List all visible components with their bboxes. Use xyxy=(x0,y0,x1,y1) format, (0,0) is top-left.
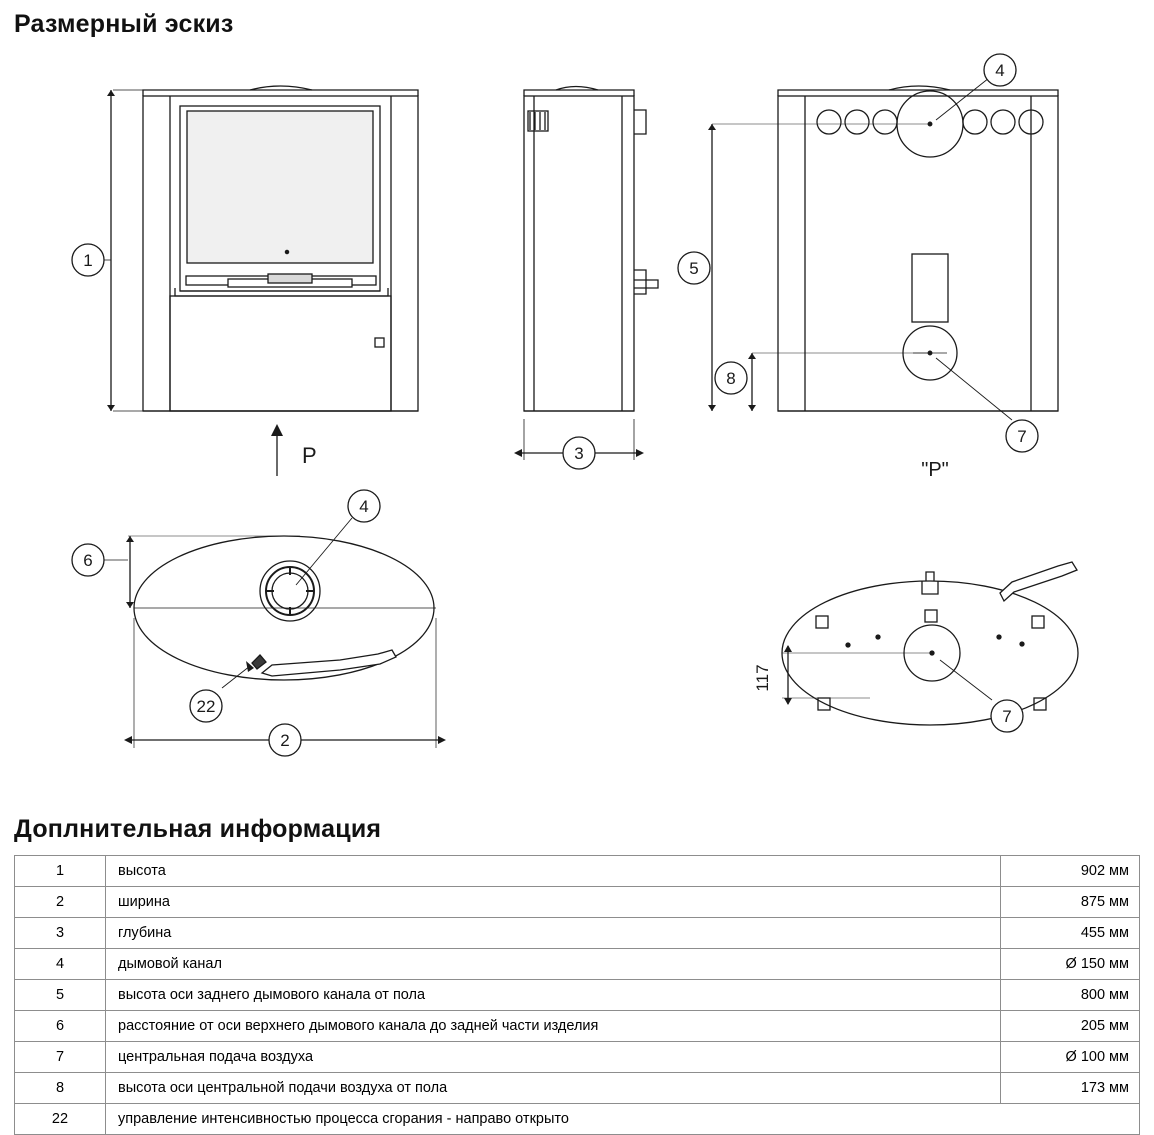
table-row xyxy=(15,1042,1140,1073)
row-number: 6 xyxy=(15,1011,106,1042)
row-value: 875 мм xyxy=(1001,887,1140,918)
row-value: 205 мм xyxy=(1001,1011,1140,1042)
callout-22-label: 22 xyxy=(196,697,216,716)
callout-1-label: 1 xyxy=(83,251,93,270)
side-view xyxy=(514,87,658,470)
row-description: управление интенсивностью процесса сгорания - направо открыто xyxy=(106,1104,1140,1135)
front-view xyxy=(72,86,418,476)
table-row xyxy=(15,949,1140,980)
table-row xyxy=(15,1104,1140,1135)
callout-4-back-label: 4 xyxy=(995,61,1005,80)
row-description: ширина xyxy=(106,887,1001,918)
table-row xyxy=(15,1011,1140,1042)
row-number: 1 xyxy=(15,856,106,887)
row-number: 5 xyxy=(15,980,106,1011)
row-number: 3 xyxy=(15,918,106,949)
callout-8-label: 8 xyxy=(726,369,736,388)
row-value: Ø 100 мм xyxy=(1001,1042,1140,1073)
row-value: 455 мм xyxy=(1001,918,1140,949)
callout-7-back-label: 7 xyxy=(1017,427,1027,446)
back-view xyxy=(678,54,1058,481)
row-number: 22 xyxy=(15,1104,106,1135)
table-row xyxy=(15,887,1140,918)
table-row xyxy=(15,856,1140,887)
row-description: глубина xyxy=(106,918,1001,949)
sketch-heading: Размерный эскиз xyxy=(14,10,234,38)
row-value: 800 мм xyxy=(1001,980,1140,1011)
callout-7-bottom-label: 7 xyxy=(1002,707,1012,726)
callout-3-label: 3 xyxy=(574,444,584,463)
row-number: 8 xyxy=(15,1073,106,1104)
row-description: расстояние от оси верхнего дымового канала до задней части изделия xyxy=(106,1011,1001,1042)
callout-5-label: 5 xyxy=(689,259,699,278)
row-number: 4 xyxy=(15,949,106,980)
table-row xyxy=(15,918,1140,949)
row-value: 902 мм xyxy=(1001,856,1140,887)
front-view-p-label: P xyxy=(302,443,317,468)
additional-info-table xyxy=(14,855,1140,1135)
table-row xyxy=(15,980,1140,1011)
callout-6-label: 6 xyxy=(83,551,93,570)
additional-info-heading: Доплнительная информация xyxy=(14,815,382,843)
table-row xyxy=(15,1073,1140,1104)
callout-2-label: 2 xyxy=(280,731,290,750)
row-description: дымовой канал xyxy=(106,949,1001,980)
row-description: высота оси заднего дымового канала от пола xyxy=(106,980,1001,1011)
row-value: Ø 150 мм xyxy=(1001,949,1140,980)
row-description: центральная подача воздуха xyxy=(106,1042,1001,1073)
row-description: высота оси центральной подачи воздуха от пола xyxy=(106,1073,1001,1104)
table-body xyxy=(15,856,1140,1135)
dimension-117-label: 117 xyxy=(753,664,772,692)
row-number: 2 xyxy=(15,887,106,918)
callout-4-top-label: 4 xyxy=(359,497,369,516)
technical-drawing xyxy=(0,48,1154,808)
back-view-p-label: "P" xyxy=(921,459,949,481)
row-description: высота xyxy=(106,856,1001,887)
row-value: 173 мм xyxy=(1001,1073,1140,1104)
bottom-view xyxy=(753,562,1078,732)
top-view xyxy=(72,490,446,756)
row-number: 7 xyxy=(15,1042,106,1073)
